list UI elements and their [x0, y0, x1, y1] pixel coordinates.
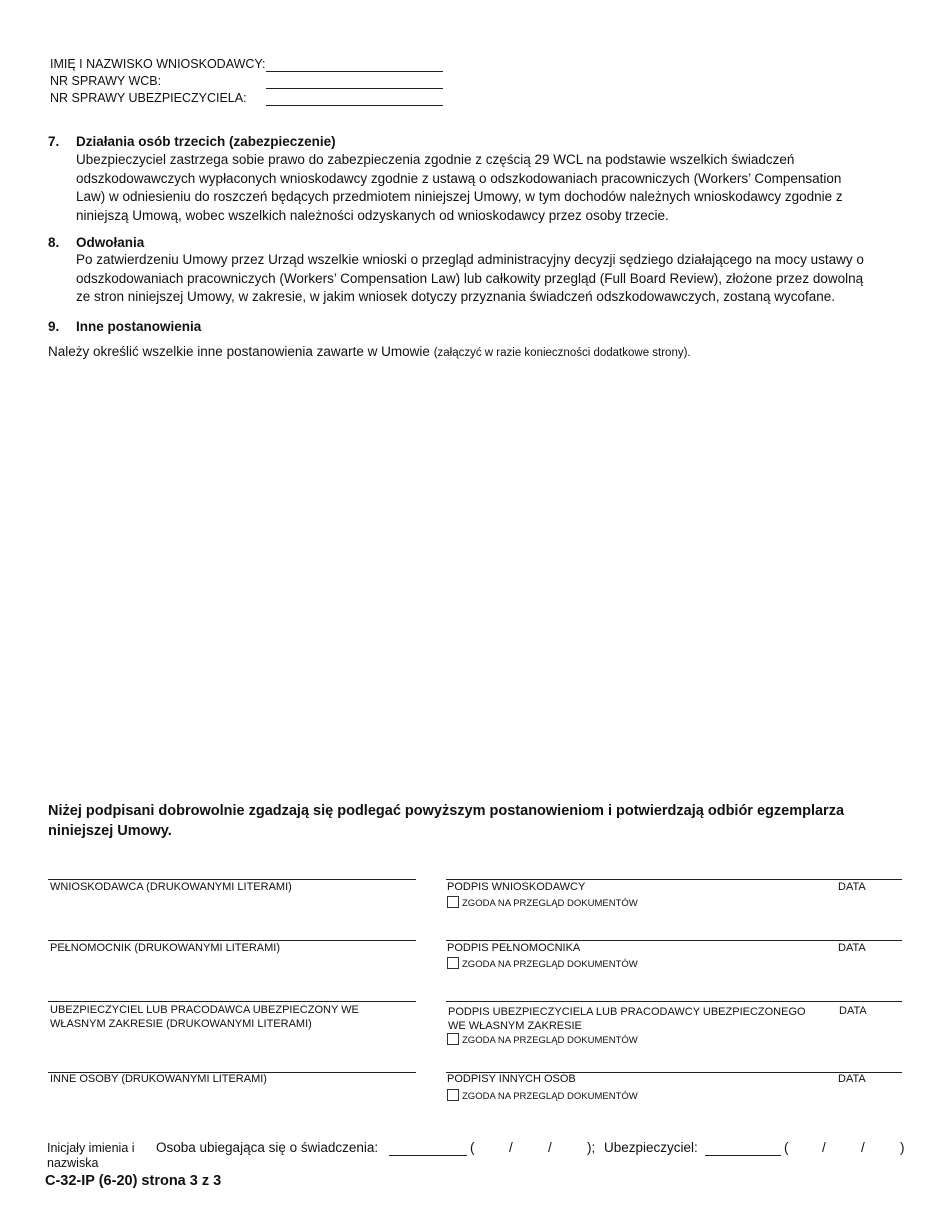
consent-label: ZGODA NA PRZEGLĄD DOKUMENTÓW	[462, 959, 638, 970]
acknowledgement-line: Niżej podpisani dobrowolnie zgadzają się podlegać powyższym postanowieniom i potwierdzają odbiór egzemplarza	[48, 803, 845, 819]
claimant-initials-label: Osoba ubiegająca się o świadczenia:	[156, 1140, 379, 1155]
consent-label: ZGODA NA PRZEGLĄD DOKUMENTÓW	[462, 1035, 638, 1046]
others-consent[interactable]	[447, 1089, 638, 1102]
close-paren: )	[900, 1140, 905, 1155]
wcb-case-field[interactable]	[266, 88, 443, 89]
section-7-line: Law) w odniesieniu do roszczeń będących przedmiotem niniejszej Umowy, w tym dochodów należnych wnioskodawcy zgodnie z	[76, 189, 843, 204]
section-8-title: Odwołania	[76, 235, 145, 250]
section-8-body	[76, 251, 864, 307]
insurer-case-label: NR SPRAWY UBEZPIECZYCIELA:	[50, 91, 247, 105]
insurer-consent[interactable]	[447, 1033, 638, 1046]
attorney-signature-label: PODPIS PEŁNOMOCNIKA	[447, 942, 581, 954]
section-7-line: odszkodowawczych wypłaconych wnioskodawcy zgodnie z ustawą o odszkodowaniach pracowniczych (Workers’ Compensation	[76, 170, 842, 186]
section-7-title: Działania osób trzecich (zabezpieczenie)	[76, 134, 336, 149]
acknowledgement-text	[48, 801, 844, 841]
insurer-print-label-line: UBEZPIECZYCIEL LUB PRACODAWCA UBEZPIECZONY WE	[50, 1004, 359, 1016]
insurer-case-field[interactable]	[266, 105, 443, 106]
insurer-signature-label-line: WE WŁASNYM ZAKRESIE	[448, 1020, 582, 1032]
section-7-line: niniejszą Umową, wobec wszelkich należności odzyskanych od wnioskodawcy przez osoby trzecie.	[76, 207, 669, 223]
open-paren: (	[784, 1140, 789, 1155]
checkbox[interactable]	[447, 1033, 459, 1045]
others-print-label: INNE OSOBY (DRUKOWANYMI LITERAMI)	[50, 1073, 267, 1085]
attorney-print-label: PEŁNOMOCNIK (DRUKOWANYMI LITERAMI)	[50, 942, 280, 954]
consent-label: ZGODA NA PRZEGLĄD DOKUMENTÓW	[462, 898, 638, 909]
date-slash: /	[548, 1140, 552, 1155]
claimant-name-field[interactable]	[266, 71, 443, 72]
section-8-line: odszkodowaniach pracowniczych (Workers’ Compensation Law) lub całkowity przegląd (Full Board Review), złożone przez dowolną	[76, 270, 864, 286]
consent-label: ZGODA NA PRZEGLĄD DOKUMENTÓW	[462, 1091, 638, 1102]
section-7-number: 7.	[48, 134, 60, 149]
claimant-name-label: IMIĘ I NAZWISKO WNIOSKODAWCY:	[50, 57, 266, 71]
form-id: C-32-IP (6-20) strona 3 z 3	[45, 1173, 222, 1189]
insurer-print-line[interactable]	[48, 1001, 416, 1002]
section-8-line: ze stron niniejszej Umowy, w zakresie, w jakim wniosek dotyczy przyznania świadczeń odszkodowawczych, zostaną wycofane.	[76, 289, 836, 304]
checkbox[interactable]	[447, 957, 459, 969]
section-7-body	[76, 151, 843, 225]
other-provisions-area[interactable]	[48, 368, 903, 788]
attorney-date-label: DATA	[838, 942, 866, 954]
section-9-number: 9.	[48, 319, 60, 334]
section-9-text: Należy określić wszelkie inne postanowienia zawarte w Umowie	[48, 344, 430, 359]
section-8-line: Po zatwierdzeniu Umowy przez Urząd wszelkie wnioski o przegląd administracyjny decyzji sędziego działającego na mocy ustawy o	[76, 252, 864, 267]
insurer-signature-label-line: PODPIS UBEZPIECZYCIELA LUB PRACODAWCY UBEZPIECZONEGO	[448, 1006, 806, 1018]
insurer-print-label	[50, 1003, 359, 1031]
attorney-consent[interactable]	[447, 957, 638, 970]
claimant-signature-line[interactable]	[446, 879, 902, 880]
wcb-case-label: NR SPRAWY WCB:	[50, 74, 162, 88]
close-paren: );	[587, 1140, 596, 1155]
claimant-initials-field[interactable]	[389, 1141, 467, 1156]
checkbox[interactable]	[447, 1089, 459, 1101]
others-date-label: DATA	[838, 1073, 866, 1085]
acknowledgement-line: niniejszej Umowy.	[48, 823, 172, 839]
initials-label-line: Inicjały imienia i	[47, 1141, 135, 1155]
attorney-print-line[interactable]	[48, 940, 416, 941]
initials-label-line: nazwiska	[47, 1156, 99, 1170]
insurer-initials-label: Ubezpieczyciel:	[604, 1140, 698, 1155]
insurer-initials-field[interactable]	[705, 1141, 781, 1156]
insurer-date-label: DATA	[839, 1005, 867, 1017]
date-slash: /	[861, 1140, 865, 1155]
open-paren: (	[470, 1140, 475, 1155]
section-9-body	[48, 343, 691, 363]
insurer-print-label-line: WŁASNYM ZAKRESIE (DRUKOWANYMI LITERAMI)	[50, 1018, 312, 1030]
section-8-number: 8.	[48, 235, 60, 250]
claimant-consent[interactable]	[447, 896, 638, 909]
claimant-print-label: WNIOSKODAWCA (DRUKOWANYMI LITERAMI)	[50, 881, 292, 893]
date-slash: /	[822, 1140, 826, 1155]
checkbox[interactable]	[447, 896, 459, 908]
insurer-signature-line[interactable]	[446, 1001, 902, 1002]
others-signature-label: PODPISY INNYCH OSÓB	[447, 1073, 576, 1085]
attorney-signature-line[interactable]	[446, 940, 902, 941]
claimant-print-line[interactable]	[48, 879, 416, 880]
section-9-note: (załączyć w razie konieczności dodatkowe strony).	[433, 347, 691, 359]
section-9-title: Inne postanowienia	[76, 319, 202, 334]
date-slash: /	[509, 1140, 513, 1155]
section-7-line: Ubezpieczyciel zastrzega sobie prawo do zabezpieczenia zgodnie z częścią 29 WCL na podstawie wszelkich świadczeń	[76, 152, 795, 167]
claimant-signature-label: PODPIS WNIOSKODAWCY	[447, 881, 586, 893]
claimant-date-label: DATA	[838, 881, 866, 893]
insurer-signature-label	[448, 1005, 806, 1033]
initials-label	[47, 1141, 135, 1171]
